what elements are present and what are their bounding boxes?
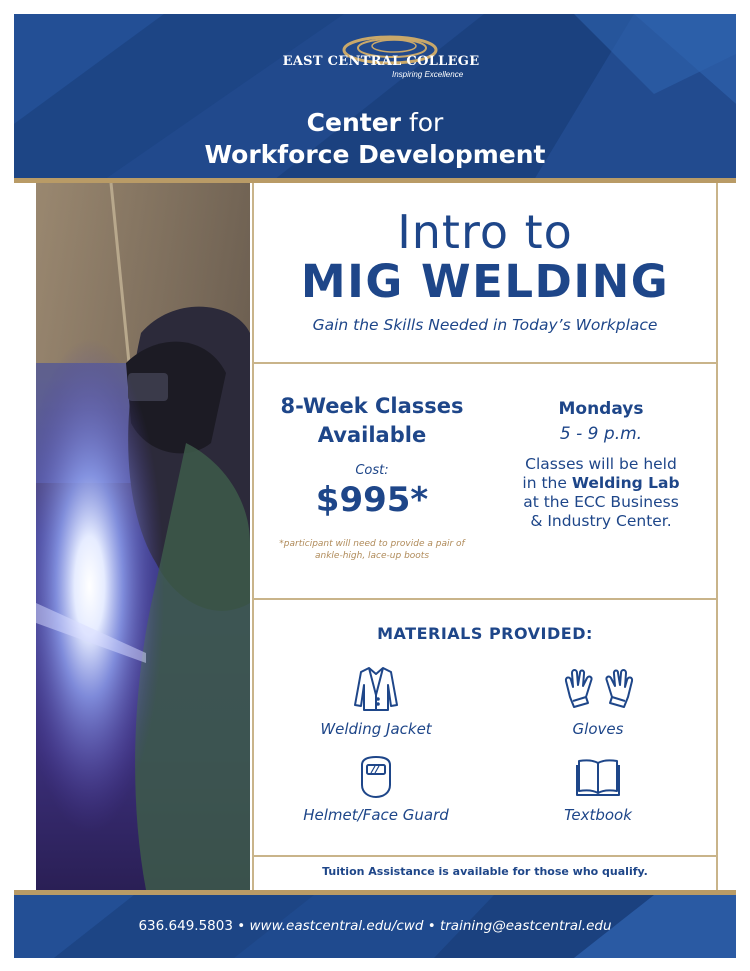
college-tagline: Inspiring Excellence <box>392 70 464 79</box>
material-label-helmet: Helmet/Face Guard <box>303 806 449 824</box>
book-icon <box>575 757 621 797</box>
helmet-icon <box>358 755 394 799</box>
course-title: MIG WELDING <box>300 255 670 308</box>
classes-line1: 8-Week Classes <box>280 394 464 418</box>
location-line4: & Industry Center. <box>530 512 672 530</box>
location-line3: at the ECC Business <box>523 493 679 511</box>
footer-email-link[interactable]: training@eastcentral.edu <box>439 918 612 934</box>
footnote-line2: ankle-high, lace-up boots <box>314 551 430 561</box>
divider-3 <box>253 855 717 857</box>
course-intro: Intro to <box>397 205 573 259</box>
location-line2-pre: in the <box>522 474 572 492</box>
footer-banner <box>14 895 736 958</box>
header-banner <box>14 14 736 180</box>
tuition-note: Tuition Assistance is available for those who qualify. <box>322 865 648 878</box>
welding-photo <box>36 183 250 890</box>
footer-contact <box>14 918 736 934</box>
materials-heading: MATERIALS PROVIDED: <box>377 624 593 643</box>
gloves-icon <box>562 667 636 713</box>
header-title-line1 <box>14 108 736 137</box>
boots-footnote <box>262 538 482 562</box>
footer-phone[interactable]: 636.649.5803 <box>138 918 233 934</box>
classes-line2: Available <box>317 423 427 447</box>
welding-lab-label: Welding Lab <box>571 474 680 492</box>
class-time: 5 - 9 p.m. <box>559 424 643 444</box>
college-name: EAST CENTRAL COLLEGE <box>282 54 480 69</box>
class-location <box>496 455 706 531</box>
jacket-icon <box>353 665 399 713</box>
footer-separator-1: • <box>232 918 250 934</box>
footnote-line1: *participant will need to provide a pair of <box>279 539 465 549</box>
location-line1: Classes will be held <box>525 455 677 473</box>
header-title-line2: Workforce Development <box>204 140 546 169</box>
cost-label: Cost: <box>355 463 389 478</box>
footer-website-link[interactable]: www.eastcentral.edu/cwd <box>249 918 424 934</box>
footer-separator-2: • <box>423 918 440 934</box>
classes-heading <box>262 392 482 450</box>
course-tagline: Gain the Skills Needed in Today’s Workplace <box>312 316 658 334</box>
material-label-jacket: Welding Jacket <box>320 720 432 738</box>
header-title-strong: Center <box>306 108 401 137</box>
divider-1 <box>253 362 717 364</box>
divider-2 <box>253 598 717 600</box>
material-label-gloves: Gloves <box>572 720 624 738</box>
cost-value: $995* <box>315 480 429 520</box>
header-title-light: for <box>408 108 444 137</box>
class-days: Mondays <box>558 399 644 419</box>
location-line2 <box>496 474 706 493</box>
material-label-textbook: Textbook <box>564 806 632 824</box>
